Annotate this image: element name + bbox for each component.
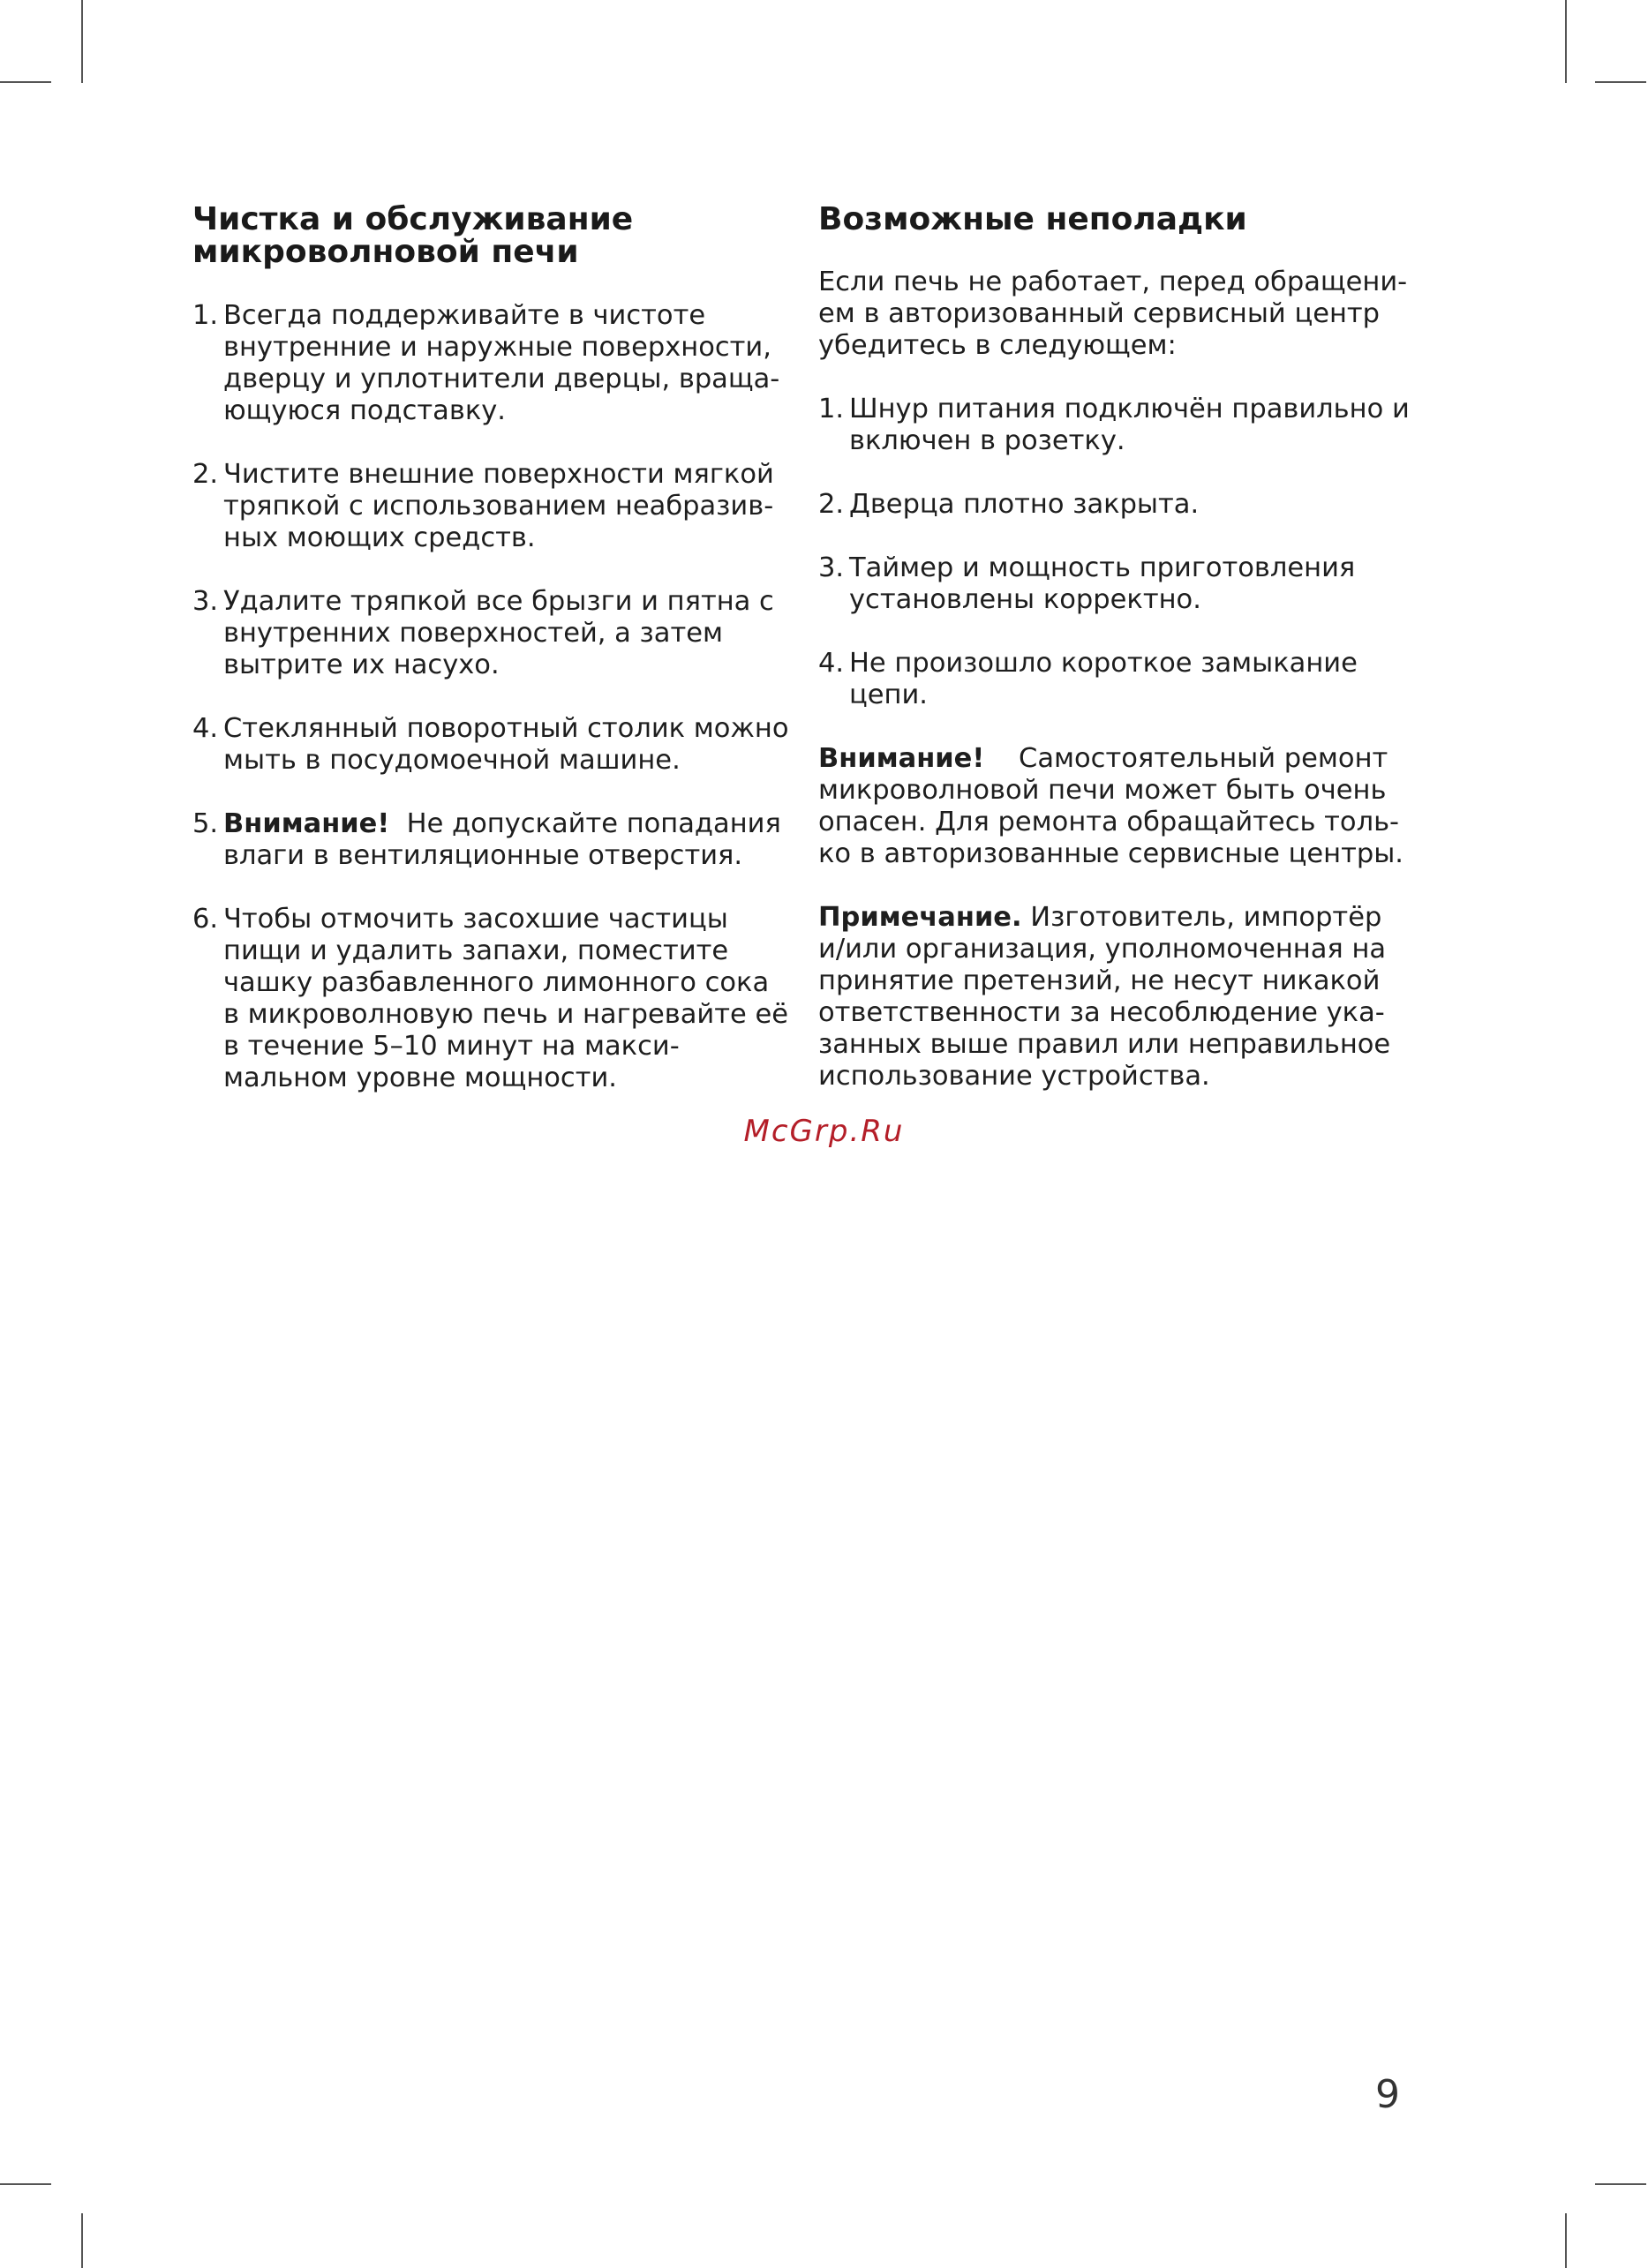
- warning-label: Внимание!: [818, 743, 985, 774]
- item-number: 4.: [192, 713, 219, 744]
- cleaning-list: [192, 300, 793, 1094]
- troubleshooting-intro: Если печь не работает, перед обращением в авторизованный сервисный центр убедитесь в следующем:: [818, 267, 1408, 361]
- list-item: [818, 489, 1410, 521]
- item-number: 4.: [818, 648, 845, 679]
- item-number: 5.: [192, 808, 219, 839]
- crop-mark-bottom-left-horizontal: [0, 2183, 51, 2185]
- crop-mark-top-left-horizontal: [0, 81, 51, 83]
- item-text: Дверца плотно закрыта.: [849, 489, 1200, 520]
- list-item: [192, 459, 793, 554]
- item-number: 1.: [192, 300, 219, 331]
- item-number: 3.: [192, 586, 219, 617]
- note-text: Изготовитель, импортёр и/или организация, уполномоченная на принятие претензий, не несут никакой ответственности за несоблюдение указанных выше правил или неправильное использование устройства.: [818, 902, 1391, 1092]
- item-text: Чтобы отмочить засохшие частицы пищи и удалить запахи, поместите чашку разбавленного лимонного сока в микроволновую печь и нагревайте её в течение 5–10 минут на максимальном уровне мощности.: [223, 904, 789, 1093]
- item-text: Не допускайте попадания влаги в вентиляционные отверстия.: [223, 808, 781, 871]
- troubleshooting-list: [818, 394, 1410, 711]
- list-item: [818, 648, 1410, 711]
- page-number: 9: [1375, 2072, 1400, 2117]
- troubleshooting-heading: Возможные неполадки: [818, 201, 1247, 237]
- cleaning-heading: Чистка и обслуживание микроволновой печи: [192, 201, 634, 270]
- list-item: [818, 394, 1410, 457]
- list-item: [192, 586, 793, 681]
- item-number: 6.: [192, 904, 219, 935]
- item-number: 2.: [818, 489, 845, 520]
- item-number: 1.: [818, 394, 845, 424]
- crop-mark-bottom-right-horizontal: [1595, 2183, 1646, 2185]
- warning-paragraph: [818, 743, 1410, 870]
- item-text: Стеклянный поворотный столик можно мыть в посудомоечной машине.: [223, 713, 789, 776]
- crop-mark-top-left-vertical: [81, 0, 83, 83]
- list-item: [192, 808, 793, 872]
- item-text: Удалите тряпкой все брызги и пятна с внутренних поверхностей, а затем вытрите их насухо.: [223, 586, 774, 680]
- list-item: [192, 713, 793, 777]
- item-text: Шнур питания подключён правильно и включен в розетку.: [849, 394, 1410, 456]
- item-number: 2.: [192, 459, 219, 490]
- crop-mark-bottom-left-vertical: [81, 2213, 83, 2268]
- item-text: Таймер и мощность приготовления установлены корректно.: [849, 552, 1356, 615]
- list-item: [818, 552, 1410, 616]
- crop-mark-top-right-vertical: [1565, 0, 1567, 83]
- note-paragraph: [818, 902, 1410, 1093]
- crop-mark-top-right-horizontal: [1595, 81, 1646, 83]
- list-item: [192, 904, 793, 1094]
- note-label: Примечание.: [818, 902, 1022, 933]
- warning-label: Внимание!: [223, 808, 390, 839]
- item-text: Всегда поддерживайте в чистоте внутренние и наружные поверхности, дверцу и уплотнители дверцы, вращающуюся подставку.: [223, 300, 780, 426]
- watermark: McGrp.Ru: [743, 1114, 905, 1149]
- item-text: Не произошло короткое замыкание цепи.: [849, 648, 1358, 710]
- crop-mark-bottom-right-vertical: [1565, 2213, 1567, 2268]
- troubleshooting-section: [818, 203, 1410, 1124]
- item-text: Чистите внешние поверхности мягкой тряпкой с использованием неабразивных моющих средств.: [223, 459, 774, 553]
- cleaning-section: [192, 203, 793, 1126]
- list-item: [192, 300, 793, 427]
- warning-text: Самостоятельный ремонт микроволновой печи может быть очень опасен. Для ремонта обращайтесь только в авторизованные сервисные центры.: [818, 743, 1404, 869]
- item-number: 3.: [818, 552, 845, 583]
